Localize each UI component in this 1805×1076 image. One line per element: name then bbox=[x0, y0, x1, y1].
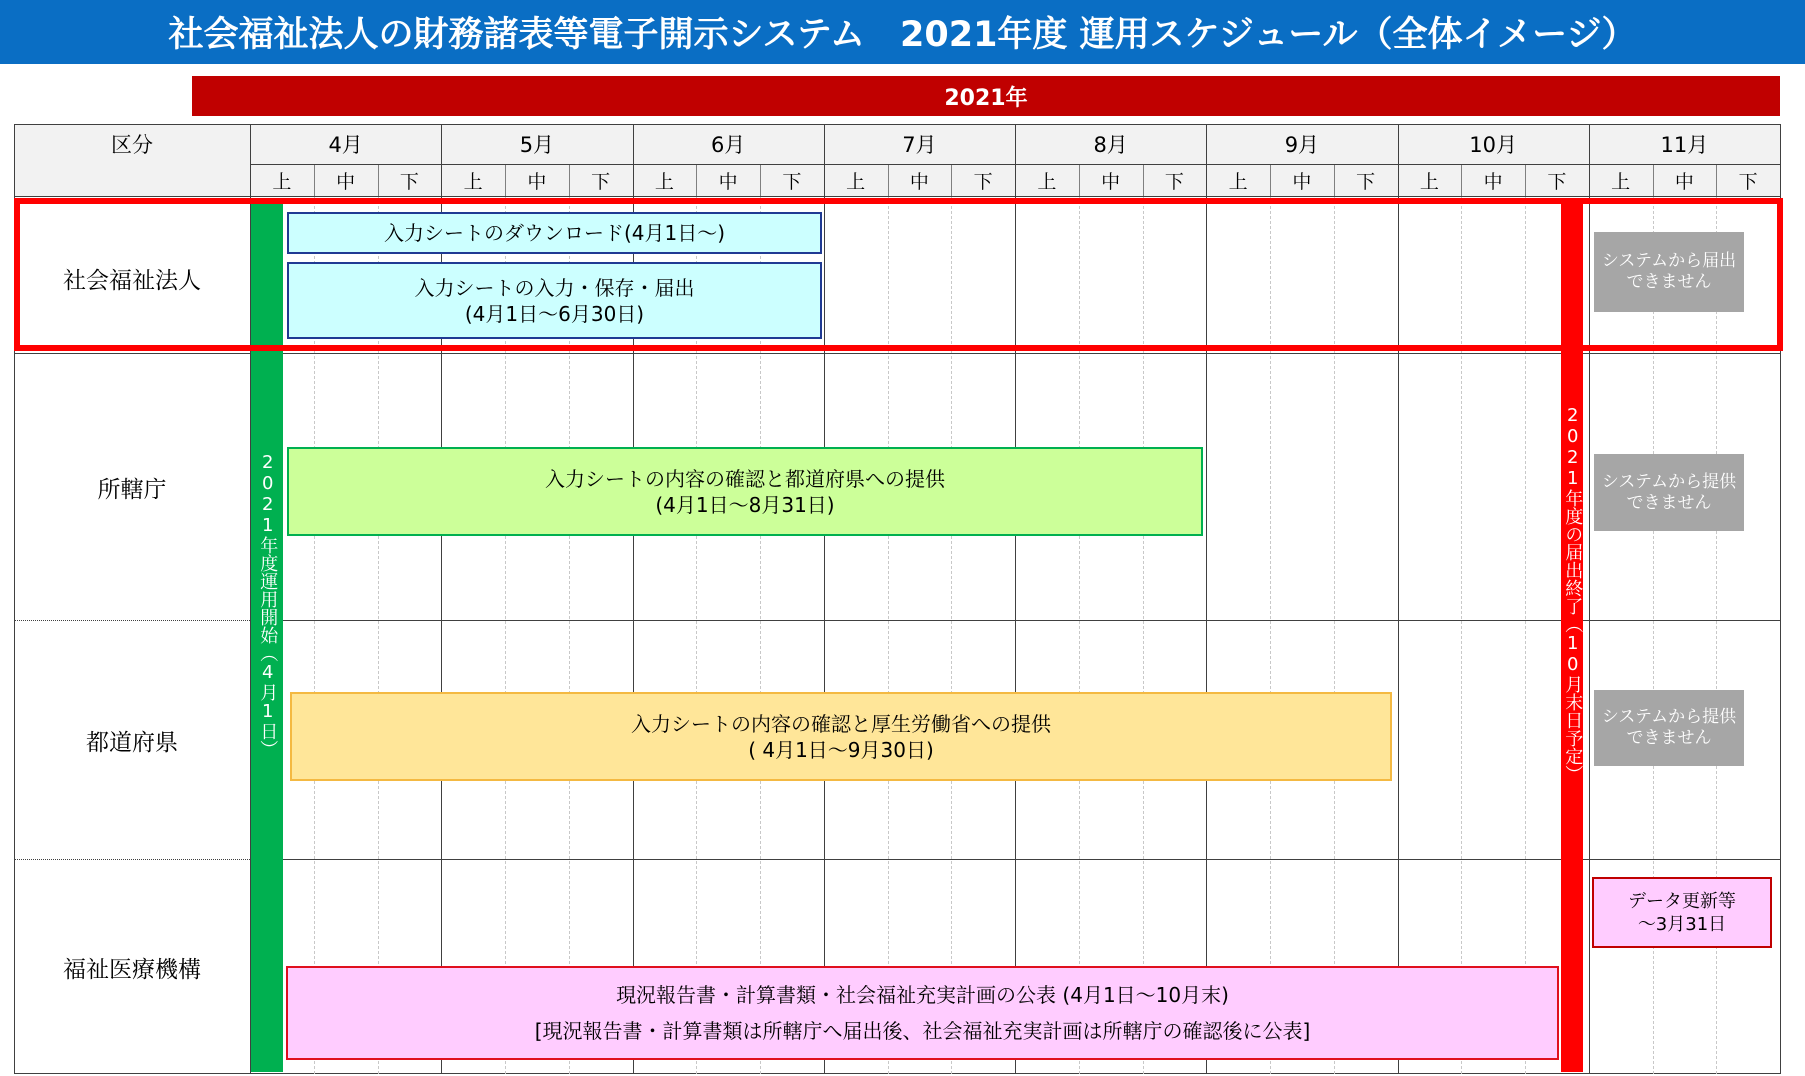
third-header: 上 bbox=[1228, 170, 1248, 193]
month-header: 8月 bbox=[1093, 133, 1128, 157]
page-title: 社会福祉法人の財務諸表等電子開示システム 2021年度 運用スケジュール（全体イメージ） bbox=[0, 0, 1805, 64]
publication-bar-line2: [現況報告書・計算書類は所轄庁へ届出後、社会福祉充実計画は所轄庁の確認後に公表] bbox=[534, 1019, 1311, 1043]
grid-third-header-line bbox=[505, 164, 506, 196]
third-header: 上 bbox=[1037, 170, 1057, 193]
no-provision-line1: システムから提供 bbox=[1601, 471, 1737, 492]
grid-third-header-line bbox=[1079, 164, 1080, 196]
grid-third-header-line bbox=[1270, 164, 1271, 196]
highlight-frame bbox=[14, 198, 1783, 351]
shokatsucho-bar-line1: 入力シートの内容の確認と都道府県への提供 bbox=[545, 466, 945, 491]
no-provision-line2-b: できません bbox=[1626, 728, 1712, 748]
third-header: 下 bbox=[973, 170, 993, 193]
third-header: 中 bbox=[1101, 170, 1121, 193]
third-header: 上 bbox=[846, 170, 866, 193]
month-header: 6月 bbox=[710, 133, 746, 157]
grid-third-header-line bbox=[760, 164, 761, 196]
third-header: 中 bbox=[718, 170, 738, 193]
month-header: 11月 bbox=[1660, 133, 1709, 157]
data-update-line1: データ更新等 bbox=[1628, 890, 1736, 912]
no-provision-line1-b: システムから提供 bbox=[1601, 707, 1737, 727]
todofuken-bar-line2: ( 4月1日～9月30日) bbox=[748, 737, 934, 762]
row-label-fukushi-iryo-kiko: 福祉医療機構 bbox=[63, 957, 201, 983]
third-header: 上 bbox=[654, 170, 674, 193]
grid-third-header-line bbox=[1525, 164, 1526, 196]
third-header: 下 bbox=[591, 170, 611, 193]
grid-third-header-line bbox=[569, 164, 570, 196]
no-provision-box-todofuken bbox=[1594, 690, 1744, 766]
todofuken-bar-line1: 入力シートの内容の確認と厚生労働省への提供 bbox=[631, 711, 1051, 736]
data-update-box bbox=[1592, 877, 1772, 948]
publication-bar-line1: 現況報告書・計算書類・社会福祉充実計画の公表 (4月1日～10月末) bbox=[616, 983, 1229, 1007]
data-update-line2: ～3月31日 bbox=[1637, 913, 1727, 935]
input-bar-line2: (4月1日～6月30日) bbox=[464, 301, 645, 326]
category-header: 区分 bbox=[111, 133, 153, 157]
third-header: 下 bbox=[1356, 170, 1376, 193]
grid-third-header-line bbox=[951, 164, 952, 196]
month-header: 7月 bbox=[902, 133, 937, 157]
shokatsucho-bar-line2: (4月1日～8月31日) bbox=[655, 492, 835, 517]
third-header: 下 bbox=[782, 170, 802, 193]
row-label-todofuken: 都道府県 bbox=[86, 729, 178, 756]
shokatsucho-bar bbox=[287, 447, 1203, 536]
grid-third-header-line bbox=[1653, 164, 1654, 196]
third-header: 上 bbox=[1419, 170, 1439, 193]
green-vtext-text: 2021年度運用開始（4月1日） bbox=[257, 452, 279, 758]
month-header: 5月 bbox=[519, 133, 555, 157]
grid-third-header-line bbox=[696, 164, 697, 196]
month-header: 9月 bbox=[1284, 133, 1320, 157]
grid-third-header-line bbox=[888, 164, 889, 196]
third-header: 下 bbox=[399, 170, 419, 193]
grid-third-header-line bbox=[1461, 164, 1462, 196]
submission-end-label bbox=[1561, 405, 1583, 865]
third-header: 下 bbox=[1164, 170, 1184, 193]
third-header: 上 bbox=[272, 170, 292, 193]
third-header: 中 bbox=[1483, 170, 1503, 193]
grid-header-bottom bbox=[14, 196, 1781, 197]
no-provision-box-shokatsucho bbox=[1594, 454, 1744, 531]
todofuken-bar bbox=[290, 692, 1392, 781]
third-header: 中 bbox=[1292, 170, 1312, 193]
third-header: 中 bbox=[527, 170, 547, 193]
third-header: 中 bbox=[909, 170, 929, 193]
grid-row3-bottom bbox=[250, 859, 1781, 860]
grid-month-bottom bbox=[250, 164, 1781, 165]
grid-row2-bottom bbox=[250, 620, 1781, 621]
year-banner: 2021年 bbox=[192, 76, 1780, 116]
third-header: 上 bbox=[463, 170, 483, 193]
no-submission-line2: できません bbox=[1626, 272, 1712, 292]
grid-third-header-line bbox=[314, 164, 315, 196]
third-header: 下 bbox=[1738, 170, 1758, 193]
third-header: 中 bbox=[1674, 170, 1694, 193]
input-bar-line1: 入力シートの入力・保存・届出 bbox=[414, 275, 695, 300]
third-header: 下 bbox=[1547, 170, 1567, 193]
row-label-shakai-fukushi-hojin: 社会福祉法人 bbox=[63, 267, 201, 294]
month-header: 4月 bbox=[328, 133, 363, 157]
row-label-shokatsucho: 所轄庁 bbox=[97, 477, 167, 503]
operation-start-label bbox=[251, 452, 283, 852]
download-bar-label: 入力シートのダウンロード(4月1日～) bbox=[383, 221, 726, 245]
grid-third-header-line bbox=[1716, 164, 1717, 196]
third-header: 中 bbox=[336, 170, 356, 193]
grid-third-header-line bbox=[1143, 164, 1144, 196]
grid-third-header-line bbox=[378, 164, 379, 196]
no-provision-line2: できません bbox=[1626, 492, 1712, 513]
no-submission-line1: システムから届出 bbox=[1601, 251, 1737, 271]
red-vtext-text: 2021年度の届出終了（10月末日予定） bbox=[1562, 405, 1584, 783]
month-header: 10月 bbox=[1469, 133, 1517, 157]
third-header: 上 bbox=[1611, 170, 1631, 193]
publication-bar bbox=[286, 966, 1559, 1060]
grid-third-header-line bbox=[1334, 164, 1335, 196]
